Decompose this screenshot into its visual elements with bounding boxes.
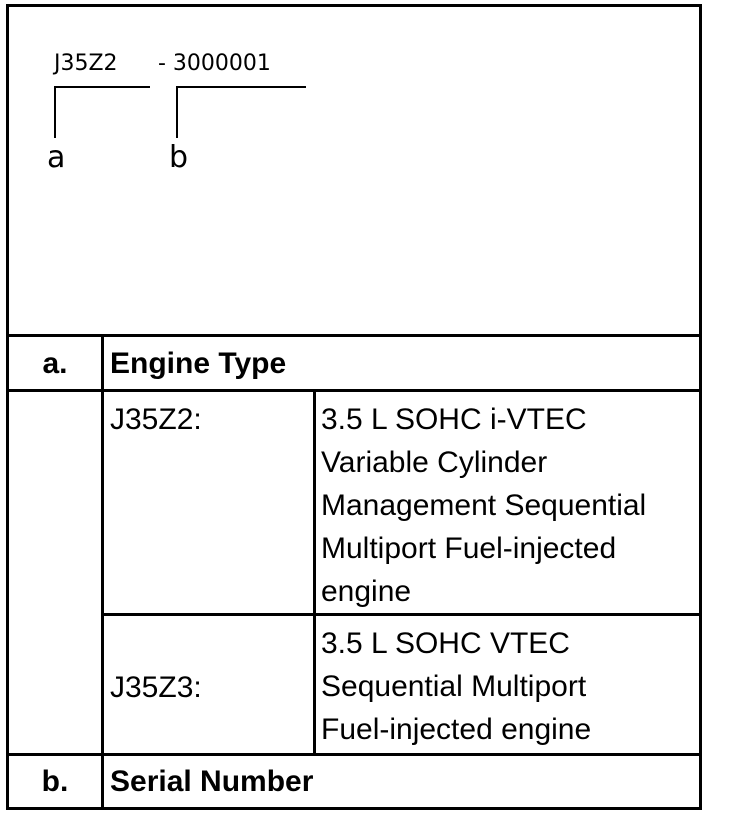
section-b-title: Serial Number xyxy=(110,765,314,798)
section-a-label: a. xyxy=(42,347,68,380)
row-divider-diagram xyxy=(6,334,702,337)
bracket-b-vertical xyxy=(176,86,178,138)
row-divider-j35z2 xyxy=(102,613,702,616)
bracket-a-vertical xyxy=(54,86,56,138)
bracket-b-horizontal xyxy=(176,86,306,88)
column-divider-code xyxy=(313,389,316,755)
engine-type-code: J35Z2 xyxy=(54,51,118,76)
row-divider-engine-type xyxy=(6,389,702,392)
row-divider-j35z3 xyxy=(6,753,702,756)
section-b-label: b. xyxy=(41,765,69,798)
engine-code-j35z2: J35Z2: xyxy=(110,403,202,436)
engine-description-j35z2: 3.5 L SOHC i-VTEC Variable Cylinder Management Sequential Multiport Fuel-injected engine xyxy=(321,403,647,608)
marker-b: b xyxy=(169,140,189,175)
marker-a: a xyxy=(47,140,66,175)
column-divider-label xyxy=(101,334,104,810)
engine-code-j35z3: J35Z3: xyxy=(110,671,202,704)
engine-description-j35z3: 3.5 L SOHC VTEC Sequential Multiport Fuel-injected engine xyxy=(321,627,592,746)
bracket-a-horizontal xyxy=(54,86,150,88)
section-a-title: Engine Type xyxy=(110,347,287,380)
serial-number-code: - 3000001 xyxy=(158,51,271,76)
